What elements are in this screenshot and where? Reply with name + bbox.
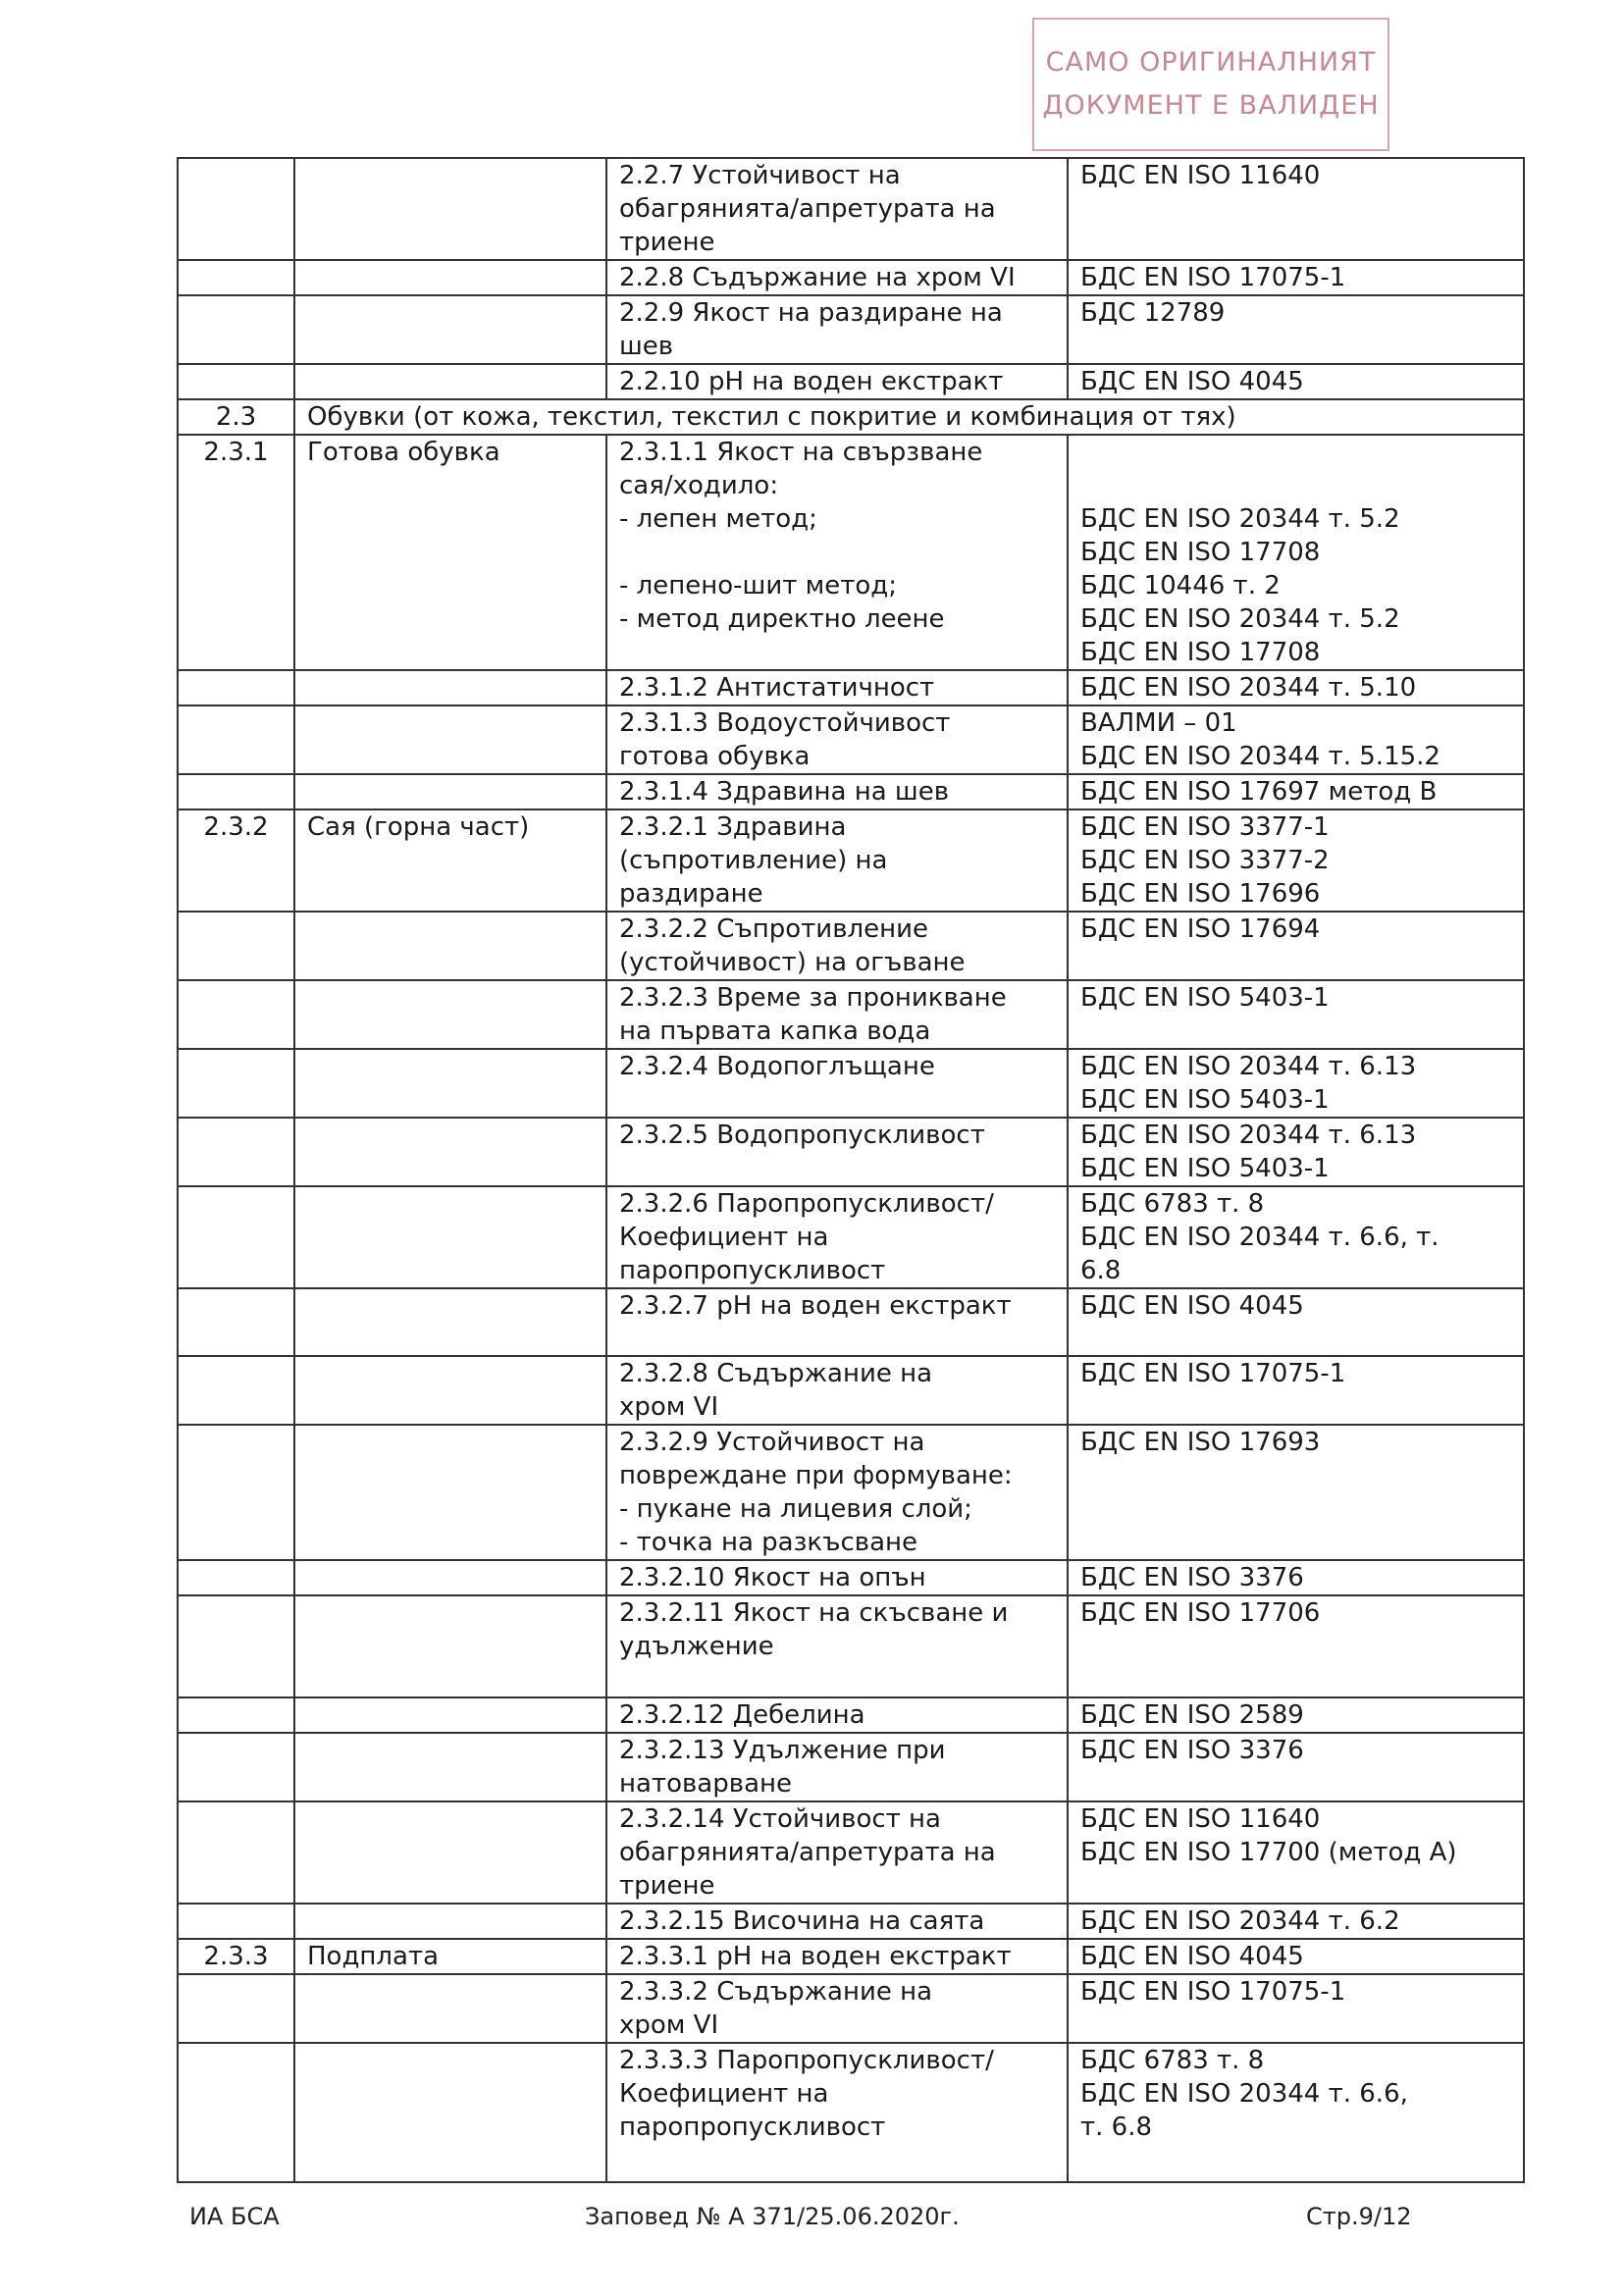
standard-cell: БДС 12789 xyxy=(1068,295,1524,364)
product-cell xyxy=(294,912,606,980)
section-number-cell xyxy=(178,1288,294,1356)
characteristic-cell: 2.3.2.8 Съдържание на хром VI xyxy=(606,1356,1068,1425)
section-number-cell xyxy=(178,774,294,809)
stamp-line-2: ДОКУМЕНТ Е ВАЛИДЕН xyxy=(1042,90,1380,121)
characteristic-cell: 2.2.8 Съдържание на хром VI xyxy=(606,260,1068,295)
footer-issuer: ИА БСА xyxy=(189,2203,280,2230)
product-cell xyxy=(294,1697,606,1733)
product-cell xyxy=(294,1356,606,1425)
standard-cell: БДС EN ISO 17694 xyxy=(1068,912,1524,980)
characteristic-cell: 2.3.2.4 Водопоглъщане xyxy=(606,1049,1068,1118)
section-number-cell xyxy=(178,1186,294,1288)
standard-cell: БДС EN ISO 11640 БДС EN ISO 17700 (метод А) xyxy=(1068,1801,1524,1904)
table-row xyxy=(178,705,1524,774)
standard-cell: БДС EN ISO 17706 xyxy=(1068,1595,1524,1697)
characteristic-cell: 2.2.9 Якост на раздиране на шев xyxy=(606,295,1068,364)
product-cell xyxy=(294,158,606,260)
product-cell: Подплата xyxy=(294,1939,606,1974)
standard-cell: БДС EN ISO 4045 xyxy=(1068,1288,1524,1356)
standard-cell: БДС EN ISO 2589 xyxy=(1068,1697,1524,1733)
product-cell xyxy=(294,260,606,295)
section-number-cell xyxy=(178,705,294,774)
standard-cell: БДС EN ISO 4045 xyxy=(1068,364,1524,399)
section-number-cell xyxy=(178,1595,294,1697)
table-row xyxy=(178,435,1524,670)
table-row xyxy=(178,1974,1524,2043)
section-number-cell: 2.3.3 xyxy=(178,1939,294,1974)
standards-table-body xyxy=(178,158,1524,2182)
product-cell xyxy=(294,1049,606,1118)
standard-cell: БДС EN ISO 17075-1 xyxy=(1068,260,1524,295)
table-row xyxy=(178,912,1524,980)
standard-cell: БДС 6783 т. 8 БДС EN ISO 20344 т. 6.6, т. 6.8 xyxy=(1068,2043,1524,2182)
section-number-cell xyxy=(178,260,294,295)
standard-cell: БДС EN ISO 5403-1 xyxy=(1068,980,1524,1049)
characteristic-cell: 2.3.2.12 Дебелина xyxy=(606,1697,1068,1733)
section-number-cell xyxy=(178,1118,294,1186)
table-row xyxy=(178,1049,1524,1118)
product-cell: Сая (горна част) xyxy=(294,809,606,912)
table-row xyxy=(178,295,1524,364)
characteristic-cell: 2.3.2.1 Здравина (съпротивление) на раздиране xyxy=(606,809,1068,912)
product-cell xyxy=(294,364,606,399)
validity-stamp xyxy=(1032,18,1389,151)
standard-cell: БДС EN ISO 20344 т. 5.10 xyxy=(1068,670,1524,705)
standard-cell: БДС EN ISO 17693 xyxy=(1068,1425,1524,1560)
table-row xyxy=(178,1697,1524,1733)
section-number-cell xyxy=(178,1425,294,1560)
product-cell xyxy=(294,705,606,774)
characteristic-cell: 2.3.1.1 Якост на свързване сая/ходило: - лепен метод; - лепено-шит метод; - метод директно леене xyxy=(606,435,1068,670)
characteristic-cell: 2.3.2.14 Устойчивост на обагрянията/апретурата на триене xyxy=(606,1801,1068,1904)
product-cell xyxy=(294,1118,606,1186)
table-row xyxy=(178,1733,1524,1801)
table-row xyxy=(178,670,1524,705)
table-row xyxy=(178,1595,1524,1697)
standard-cell: БДС EN ISO 3377-1 БДС EN ISO 3377-2 БДС EN ISO 17696 xyxy=(1068,809,1524,912)
section-number-cell xyxy=(178,1560,294,1595)
product-cell xyxy=(294,1974,606,2043)
product-cell xyxy=(294,980,606,1049)
standard-cell: БДС EN ISO 17075-1 xyxy=(1068,1974,1524,2043)
characteristic-cell: 2.3.2.15 Височина на саята xyxy=(606,1904,1068,1939)
characteristic-cell: 2.3.3.3 Паропропускливост/ Коефициент на паропропускливост xyxy=(606,2043,1068,2182)
characteristic-cell: 2.3.2.2 Съпротивление (устойчивост) на огъване xyxy=(606,912,1068,980)
stamp-line-1: САМО ОРИГИНАЛНИЯТ xyxy=(1045,47,1377,78)
table-row xyxy=(178,1425,1524,1560)
product-cell xyxy=(294,1801,606,1904)
table-row xyxy=(178,2043,1524,2182)
product-cell xyxy=(294,1560,606,1595)
product-cell xyxy=(294,670,606,705)
standard-cell: БДС EN ISO 3376 xyxy=(1068,1560,1524,1595)
section-number-cell xyxy=(178,980,294,1049)
product-cell xyxy=(294,774,606,809)
table-row xyxy=(178,1939,1524,1974)
standard-cell: БДС EN ISO 17075-1 xyxy=(1068,1356,1524,1425)
product-cell xyxy=(294,1288,606,1356)
standard-cell: БДС EN ISO 3376 xyxy=(1068,1733,1524,1801)
standards-table xyxy=(177,157,1525,2183)
table-row xyxy=(178,1118,1524,1186)
table-row xyxy=(178,1801,1524,1904)
characteristic-cell: 2.3.1.2 Антистатичност xyxy=(606,670,1068,705)
product-cell xyxy=(294,1733,606,1801)
table-row xyxy=(178,1288,1524,1356)
standard-cell: БДС EN ISO 20344 т. 6.13 БДС EN ISO 5403-1 xyxy=(1068,1118,1524,1186)
product-cell xyxy=(294,1904,606,1939)
characteristic-cell: 2.3.2.6 Паропропускливост/ Коефициент на паропропускливост xyxy=(606,1186,1068,1288)
section-number-cell xyxy=(178,1801,294,1904)
section-number-cell xyxy=(178,2043,294,2182)
section-number-cell xyxy=(178,1697,294,1733)
section-number-cell xyxy=(178,1974,294,2043)
standard-cell: БДС EN ISO 4045 xyxy=(1068,1939,1524,1974)
characteristic-cell: 2.3.1.3 Водоустойчивост готова обувка xyxy=(606,705,1068,774)
table-row xyxy=(178,364,1524,399)
table-row xyxy=(178,260,1524,295)
section-number-cell xyxy=(178,1904,294,1939)
product-cell xyxy=(294,1186,606,1288)
characteristic-cell: 2.3.1.4 Здравина на шев xyxy=(606,774,1068,809)
characteristic-cell: 2.3.3.2 Съдържание на хром VI xyxy=(606,1974,1068,2043)
characteristic-cell: 2.2.10 pH на воден екстракт xyxy=(606,364,1068,399)
section-number-cell: 2.3.1 xyxy=(178,435,294,670)
table-row xyxy=(178,1560,1524,1595)
table-row xyxy=(178,158,1524,260)
characteristic-cell: 2.3.2.13 Удължение при натоварване xyxy=(606,1733,1068,1801)
product-cell: Готова обувка xyxy=(294,435,606,670)
product-cell xyxy=(294,295,606,364)
standard-cell: БДС 6783 т. 8 БДС EN ISO 20344 т. 6.6, т. 6.8 xyxy=(1068,1186,1524,1288)
section-number-cell xyxy=(178,670,294,705)
standard-cell: БДС EN ISO 17697 метод B xyxy=(1068,774,1524,809)
characteristic-cell: 2.2.7 Устойчивост на обагрянията/апретурата на триене xyxy=(606,158,1068,260)
standard-cell: БДС EN ISO 20344 т. 6.13 БДС EN ISO 5403-1 xyxy=(1068,1049,1524,1118)
table-row xyxy=(178,980,1524,1049)
standard-cell: БДС EN ISO 11640 xyxy=(1068,158,1524,260)
footer-page-number: Стр.9/12 xyxy=(1306,2203,1412,2230)
section-number-cell xyxy=(178,295,294,364)
footer-order-number: Заповед № А 371/25.06.2020г. xyxy=(585,2203,960,2230)
table-row xyxy=(178,399,1524,435)
product-cell xyxy=(294,1595,606,1697)
table-row xyxy=(178,1904,1524,1939)
standard-cell: ВАЛМИ – 01 БДС EN ISO 20344 т. 5.15.2 xyxy=(1068,705,1524,774)
table-row xyxy=(178,809,1524,912)
section-number-cell xyxy=(178,1356,294,1425)
section-number-cell xyxy=(178,1733,294,1801)
table-row xyxy=(178,1186,1524,1288)
section-number-cell xyxy=(178,364,294,399)
characteristic-cell: 2.3.2.5 Водопропускливост xyxy=(606,1118,1068,1186)
product-cell xyxy=(294,2043,606,2182)
characteristic-cell: 2.3.3.1 pH на воден екстракт xyxy=(606,1939,1068,1974)
section-number-cell: 2.3.2 xyxy=(178,809,294,912)
section-heading-cell: Обувки (от кожа, текстил, текстил с покритие и комбинация от тях) xyxy=(294,399,1524,435)
table-row xyxy=(178,774,1524,809)
standard-cell: БДС EN ISO 20344 т. 5.2 БДС EN ISO 17708 БДС 10446 т. 2 БДС EN ISO 20344 т. 5.2 БДС EN ISO 17708 xyxy=(1068,435,1524,670)
standard-cell: БДС EN ISO 20344 т. 6.2 xyxy=(1068,1904,1524,1939)
section-number-cell: 2.3 xyxy=(178,399,294,435)
characteristic-cell: 2.3.2.9 Устойчивост на повреждане при формуване: - пукане на лицевия слой; - точка на разкъсване xyxy=(606,1425,1068,1560)
section-number-cell xyxy=(178,158,294,260)
characteristic-cell: 2.3.2.3 Време за проникване на първата капка вода xyxy=(606,980,1068,1049)
section-number-cell xyxy=(178,912,294,980)
characteristic-cell: 2.3.2.7 pH на воден екстракт xyxy=(606,1288,1068,1356)
product-cell xyxy=(294,1425,606,1560)
characteristic-cell: 2.3.2.11 Якост на скъсване и удължение xyxy=(606,1595,1068,1697)
characteristic-cell: 2.3.2.10 Якост на опън xyxy=(606,1560,1068,1595)
section-number-cell xyxy=(178,1049,294,1118)
table-row xyxy=(178,1356,1524,1425)
